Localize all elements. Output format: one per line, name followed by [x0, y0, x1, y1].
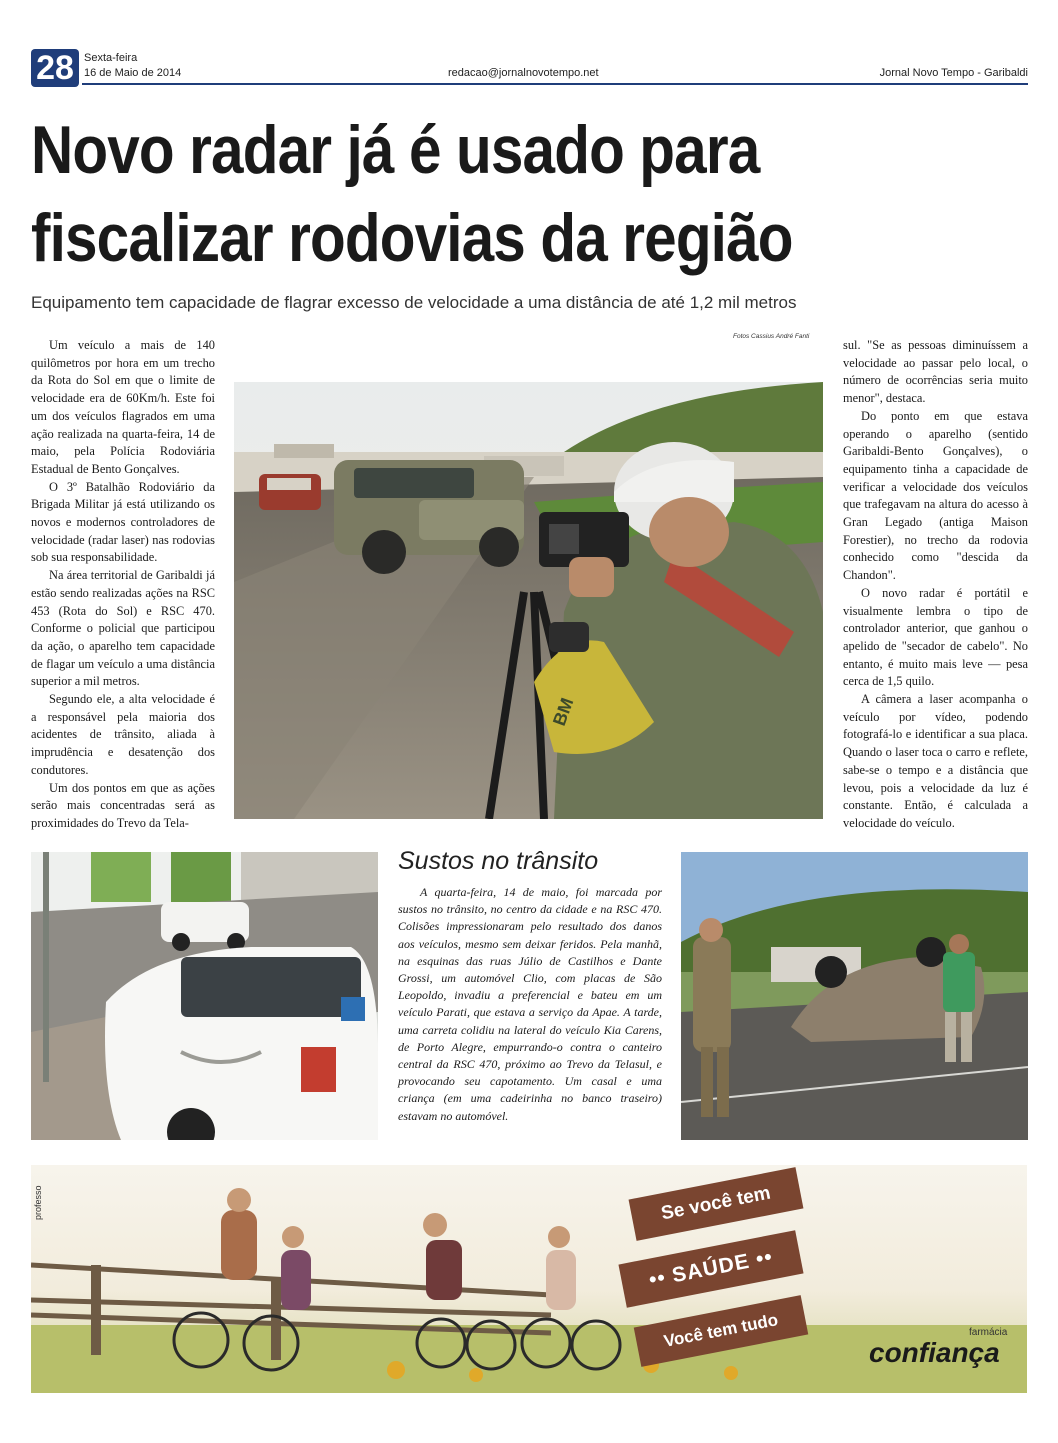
- brand-label-small: farmácia: [969, 1327, 1008, 1338]
- email-link[interactable]: redacao@jornalnovotempo.net: [448, 67, 599, 79]
- paragraph: O 3º Batalhão Rodoviário da Brigada Militar já está utilizando os novos e modernos controladores de velocidade (radar laser) nas rodovias sob sua responsabilidade.: [31, 479, 215, 565]
- paragraph: Segundo ele, a alta velocidade é a responsável pela maioria dos acidentes de trânsito, aliada à imprudência e desatenção dos condutores.: [31, 692, 215, 777]
- pharmacy-advertisement[interactable]: [31, 1165, 1027, 1393]
- banner-line-2: •• SAÚDE ••: [618, 1230, 803, 1308]
- box-title: Sustos no trânsito: [398, 847, 599, 875]
- paragraph: A câmera a laser acompanha o veículo por vídeo, podendo fotografá-lo e identificar a sua placa. Quando o laser toca o carro e reflete, sabe-se o tempo e a distância que levou, pois a velocidade da luz é constante. Então, é calculada a velocidade do veículo.: [843, 692, 1028, 830]
- agency-credit: professo: [33, 1185, 43, 1220]
- paragraph: sul. "Se as pessoas diminuíssem a velocidade ao passar pelo local, o número de ocorrências seria muito menor", destaca.: [843, 338, 1028, 406]
- article-column-right: [843, 337, 1028, 833]
- headline-line-1: Novo radar já é usado para: [31, 112, 760, 188]
- vest-label: BM: [548, 695, 578, 729]
- photo-credit: Fotos Cassius André Fanti: [733, 333, 810, 340]
- paragraph: O novo radar é portátil e visualmente lembra o tipo de controlador anterior, que ganhou o apelido de "secador de cabelo". No entanto, é muito mais leve — pesa cerca de 1,5 quilo.: [843, 585, 1028, 689]
- publication-name: Jornal Novo Tempo - Garibaldi: [879, 67, 1028, 79]
- weekday: Sexta-feira: [84, 52, 138, 64]
- paragraph: Um dos pontos em que as ações serão mais concentradas será as proximidades do Trevo da Tela-: [31, 780, 215, 830]
- headline-line-2: fiscalizar rodovias da região: [31, 200, 793, 276]
- page-number: 28: [31, 49, 79, 87]
- box-text: A quarta-feira, 14 de maio, foi marcada por sustos no trânsito, no centro da cidade e na RSC 470. Colisões impressionaram pelo resultado dos danos aos veículos, mesmo sem deixar feridos. Pela manhã, na esquinas das ruas Júlio de Castilhos e Dante Grossi, um automóvel Clio, com placas de São Leopoldo, invadiu a preferencial e bateu em um veículo Parati, que estava a serviço da Apae. A tarde, uma carreta colidiu na lateral do veículo Kia Carens, de Porto Alegre, empurrando-o contra o canteiro central da RSC 470, próximo ao Trevo da Telasul, e provocando seu capotamento. Um casal e uma criança (em uma cadeirinha no banco traseiro) estavam no automóvel.: [398, 885, 662, 1123]
- overturned-car-illustration: [681, 852, 1028, 1140]
- photo-parati-collision: [31, 852, 378, 1140]
- paragraph: Um veículo a mais de 140 quilômetros por hora em um trecho da Rota do Sol em que o limite de velocidade era de 60Km/h. Este foi um dos veículos flagrados em uma ação realizada na quarta-feira, 14 de maio, pela Polícia Rodoviária Estadual de Bento Gonçalves.: [31, 338, 215, 476]
- brand-logo: confiança: [869, 1337, 1000, 1368]
- main-photo-radar-officer: [234, 382, 823, 819]
- article-column-left: [31, 337, 215, 833]
- subheadline: Equipamento tem capacidade de flagrar excesso de velocidade a uma distância de até 1,2 mil metros: [31, 293, 797, 312]
- paragraph: Na área territorial de Garibaldi já estão sendo realizadas ações na RSC 453 (Rota do Sol) e RSC 470. Conforme o policial que participou da ação, o aparelho tem capacidade de flagar um veículo a uma distância superior a mil metros.: [31, 568, 215, 689]
- headline: [31, 106, 1029, 282]
- parati-collision-illustration: [31, 852, 378, 1140]
- photo-overturned-car: [681, 852, 1028, 1140]
- banner-line-1: Se você tem: [629, 1167, 804, 1241]
- header-rule: [82, 83, 1028, 85]
- radar-officer-illustration: [234, 382, 823, 819]
- banner-line-3: Você tem tudo: [634, 1295, 809, 1367]
- paragraph: Do ponto em que estava operando o aparelho (sentido Garibaldi-Bento Gonçalves), o equipamento tinha a capacidade de verificar a velocidade dos veículos que trafegavam na altura do acesso à Gran Legado (antiga Maison Forestier), no trecho da rodovia conhecido como "descida da Chandon".: [843, 408, 1028, 583]
- issue-date: 16 de Maio de 2014: [84, 67, 182, 79]
